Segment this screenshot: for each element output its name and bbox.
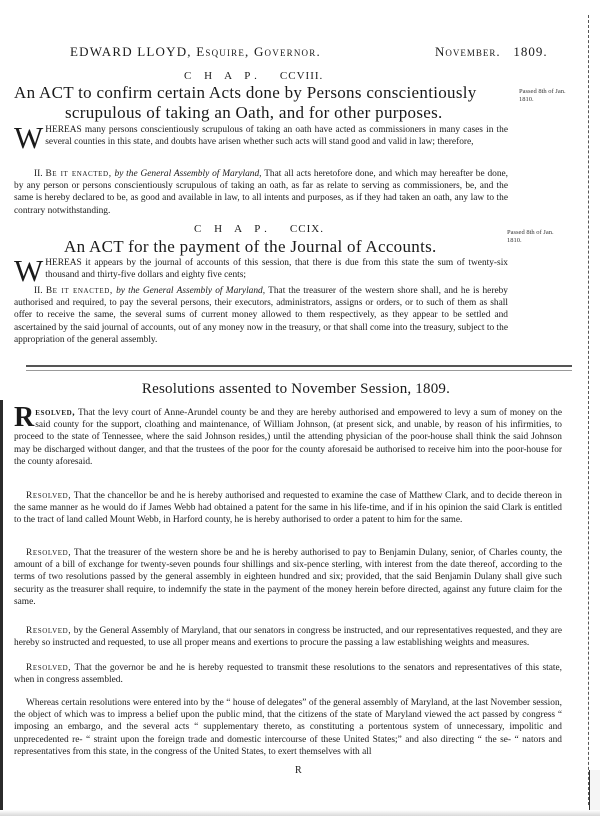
resolution-lead: esolved, <box>35 408 76 418</box>
preamble-text: HEREAS many persons conscientiously scrupulous of taking an oath have acted as commissioners in many cases in the several counties in this state, and doubts have arisen whether such acts will stand good and valid in law; therefore, <box>45 125 508 148</box>
section-divider <box>26 365 572 371</box>
chapter-heading <box>194 223 324 235</box>
resolution-text: That the levy court of Anne-Arundel county be and they are hereby authorised and empowered to levy a sum of money on the said county for the support, cloathing and maintenance, of William Johnson, (at present sick, and unable, by reason of his infirmities, to proceed to the state of Tennessee, where the said Johnson resides,) until the attending physician of the poor-house shall think the said Johnson may be discharged without danger, and that the trustees of the poor for the county aforesaid be authorised to receive him into the poor-house for the county aforesaid. <box>14 408 562 467</box>
section-number: II. <box>34 286 43 296</box>
drop-cap: R <box>14 402 35 433</box>
enacting-paragraph <box>14 285 508 346</box>
resolution-lead: Resolved, <box>26 626 72 636</box>
passed-note: Passed 8th of Jan. 1810. <box>507 229 554 244</box>
section-number: II. <box>34 169 43 179</box>
enacting-authority: by the General Assembly of Maryland, <box>114 169 262 179</box>
resolution-paragraph <box>14 490 562 527</box>
scan-edge-right <box>588 15 590 805</box>
governor-name: EDWARD LLOYD, <box>70 44 192 59</box>
chap-label: C H A P. <box>184 70 262 82</box>
enacting-text: That all acts heretofore done, and which may hereafter be done, by any person or persons conscientiously scrupulous of taking an oath, as far as relate to serving as commissioners, be, and the same is hereby declared to be, as good and available in law, to all intents and purposes, as if they had taken an oath, any law to the contrary notwithstanding. <box>14 169 509 216</box>
enacting-clause: Be it enacted, <box>45 169 112 179</box>
signature-mark: R <box>295 765 302 776</box>
resolution-text: That the treasurer of the western shore be and he is hereby authorised to pay to Benjamin Dulany, senior, of Charles county, the amount of a bill of exchange for twenty-seven pounds four shillings and six-pence sterling, with interest from the date thereof, according to the terms of two resolutions passed by the general assembly in eighteen hundred and six; provided, that the said Benjamin Dulany shall give such security as the treasurer shall require, to indemnify the state in the payment of the money herein before directed, against any future claim for the same. <box>14 548 562 607</box>
running-head-year: 1809. <box>513 44 548 59</box>
chapter-heading <box>184 70 323 82</box>
governor-title: Esquire, Governor. <box>196 44 321 59</box>
running-head-date <box>435 44 548 60</box>
act-title-line2: scrupulous of taking an Oath, and for other purposes. <box>65 103 443 122</box>
preamble-paragraph <box>14 253 508 288</box>
chap-label: C H A P. <box>194 223 272 235</box>
whereas-paragraph: Whereas certain resolutions were entered into by the “ house of delegates” of the general assembly of Maryland, at the last November session, the object of which was to impress a belief upon the public mind, that the citizens of the state of Maryland viewed the act passed by congress “ imposing an embargo, and the several acts “ supplementary thereto, as constituting a portentous system of unnecessary, impolitic and unprecedented re- “ straint upon the foreign trade and domestic intercourse of these United States;” and also directing “ the se- “ nators and representatives from this state, in the congress of the United States, to exert themselves with all <box>14 698 562 757</box>
scan-bottom-edge <box>0 810 600 816</box>
drop-cap: W <box>14 253 44 288</box>
resolution-lead: Resolved, <box>26 548 72 558</box>
act-title-line1: An ACT for the payment of the Journal of Accounts. <box>64 237 437 256</box>
resolution-text: That the chancellor be and he is hereby authorised and requested to examine the case of Matthew Clark, and to decide thereon in the same manner as he would do if James Webb had obtained a patent for the same in his life-time, and if in his opinion the said Clark is entitled to the tract of land called Mount Webb, in Harford county, he is hereby authorised to order a patent to him for the same. <box>14 491 562 526</box>
enacting-authority: by the General Assembly of Maryland, <box>116 286 266 296</box>
resolution-lead: Resolved, <box>26 491 72 501</box>
preamble-text: HEREAS it appears by the journal of accounts of this session, that there is due from this state the sum of twenty-six thousand and thirty-five dollars and eighty five cents; <box>45 258 508 281</box>
preamble-paragraph <box>14 120 508 155</box>
chap-number: CCVIII. <box>279 70 324 82</box>
resolution-paragraph <box>14 625 562 649</box>
resolution-paragraph <box>14 662 562 686</box>
running-head-month: November. <box>435 44 501 59</box>
chap-number: CCIX. <box>289 223 324 235</box>
resolution-paragraph <box>14 402 562 468</box>
enacting-paragraph <box>14 168 508 217</box>
enacting-text: That the treasurer of the western shore shall, and he is hereby authorised and required, to pay the several persons, their executors, administrators, assigns or orders, or to such of them as shall offer to receive the same, the several sums of current money allowed to them respectively, as they appear to be settled and ascertained by the said journal of accounts, out of any money now in the treasury, or that shall come into the treasury, subject to the appropriation of the general assembly. <box>14 286 508 345</box>
resolution-lead: Resolved, <box>26 663 72 673</box>
enacting-clause: Be it enacted, <box>45 286 113 296</box>
scan-edge-left <box>0 400 3 816</box>
drop-cap: W <box>14 120 44 155</box>
act-title-line1: An ACT to confirm certain Acts done by Persons conscientiously <box>14 83 477 102</box>
resolution-paragraph <box>14 547 562 608</box>
resolution-text: by the General Assembly of Maryland, that our senators in congress be instructed, and our representatives requested, and they are hereby so instructed and requested, to use all proper means and exertions to procure the passing a law establishing weights and measures. <box>14 626 562 649</box>
running-head <box>70 44 570 60</box>
resolutions-title: Resolutions assented to November Session, 1809. <box>141 381 451 397</box>
resolution-text: That the governor be and he is hereby requested to transmit these resolutions to the senators and representatives of this state, when in congress assembled. <box>14 663 562 686</box>
passed-note: Passed 8th of Jan. 1810. <box>519 88 566 103</box>
